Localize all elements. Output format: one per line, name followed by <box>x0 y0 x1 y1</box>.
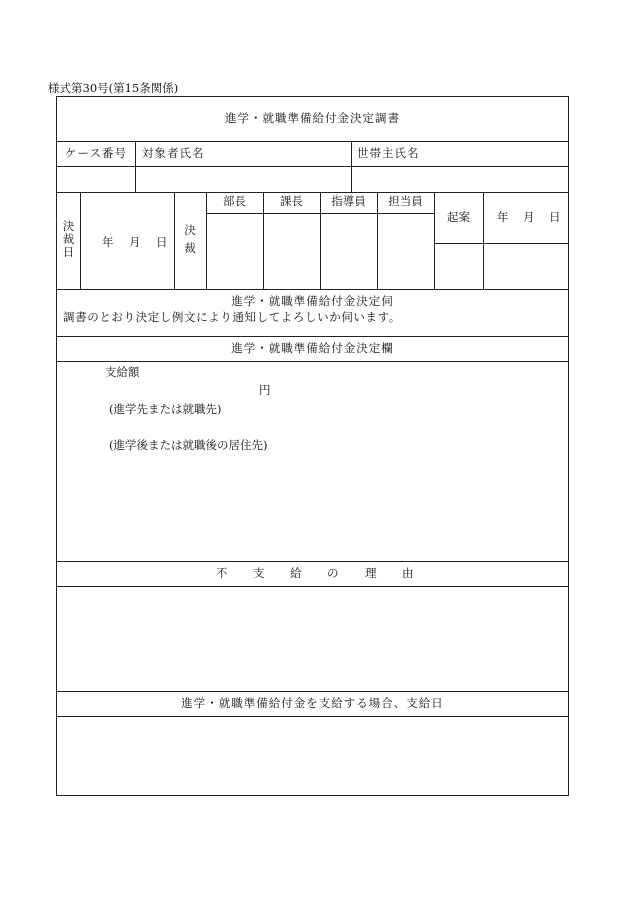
divider-line <box>80 192 81 289</box>
yen-unit: 円 <box>259 383 271 397</box>
subject-name-field[interactable] <box>136 167 351 192</box>
draft-seal-box[interactable] <box>435 244 483 289</box>
seal-box-supervisor[interactable] <box>321 214 377 289</box>
divider-line <box>57 361 568 362</box>
non-payment-heading-char: の <box>327 566 339 580</box>
form-title: 進学・就職準備給付金決定調書 <box>225 111 400 125</box>
payment-amount-label: 支給額 <box>105 365 140 379</box>
seal-box-section-chief[interactable] <box>264 214 320 289</box>
non-payment-heading-char: 由 <box>402 566 414 580</box>
case-number-label: ケース番号 <box>65 146 127 160</box>
draft-day-label: 日 <box>549 210 561 224</box>
divider-line <box>174 192 175 289</box>
decision-year-label: 年 <box>102 235 114 249</box>
divider-line <box>57 141 568 142</box>
household-head-field[interactable] <box>352 167 568 192</box>
non-payment-heading-char: 給 <box>290 566 302 580</box>
decision-date-label-char: 決 <box>62 219 75 233</box>
destination-label: (進学先または就職先) <box>109 402 222 416</box>
approver-label-caseworker: 担当員 <box>388 194 423 208</box>
payment-date-heading: 進学・就職準備給付金を支給する場合、支給日 <box>181 696 444 710</box>
seal-box-director[interactable] <box>207 214 263 289</box>
divider-line <box>57 691 568 692</box>
divider-line <box>57 192 568 193</box>
non-payment-reason-field[interactable] <box>57 587 568 691</box>
seal-box-caseworker[interactable] <box>378 214 434 289</box>
approver-label-director: 部長 <box>223 194 246 208</box>
inquiry-heading: 進学・就職準備給付金決定伺 <box>231 294 394 308</box>
household-head-label: 世帯主氏名 <box>357 146 420 160</box>
draft-month-label: 月 <box>523 210 535 224</box>
divider-line <box>57 289 568 290</box>
decision-date-label-char: 裁 <box>62 232 75 246</box>
approver-label-supervisor: 指導員 <box>331 194 366 208</box>
draft-year-label: 年 <box>497 210 509 224</box>
non-payment-heading-char: 支 <box>253 566 265 580</box>
draft-label: 起案 <box>447 210 470 224</box>
residence-label: (進学後または就職後の居住先) <box>109 438 268 452</box>
case-number-field[interactable] <box>57 167 135 192</box>
inquiry-text: 調書のとおり決定し例文により通知してよろしいか伺います。 <box>63 310 401 324</box>
decision-form-table <box>56 96 569 796</box>
decision-section-heading: 進学・就職準備給付金決定欄 <box>231 341 394 355</box>
non-payment-heading-char: 理 <box>365 566 377 580</box>
decision-label-char: 裁 <box>184 241 196 255</box>
divider-line <box>57 561 568 562</box>
non-payment-heading-char: 不 <box>216 566 228 580</box>
divider-line <box>57 336 568 337</box>
draft-date-box[interactable] <box>484 244 568 289</box>
decision-date-label-char: 日 <box>62 245 75 259</box>
decision-day-label: 日 <box>156 235 168 249</box>
decision-month-label: 月 <box>129 235 141 249</box>
approver-label-section-chief: 課長 <box>280 194 303 208</box>
decision-label-char: 決 <box>184 223 196 237</box>
subject-name-label: 対象者氏名 <box>142 146 205 160</box>
payment-date-field[interactable] <box>57 717 568 795</box>
form-number-label: 様式第30号(第15条関係) <box>48 81 179 95</box>
